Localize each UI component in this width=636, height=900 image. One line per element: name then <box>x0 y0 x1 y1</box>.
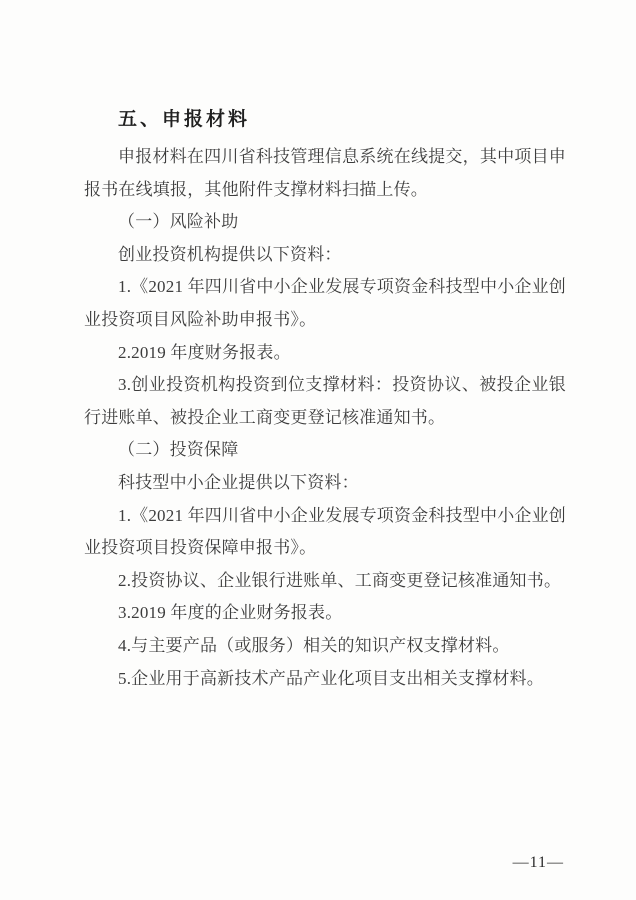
paragraph-vc-intro: 创业投资机构提供以下资料： <box>118 244 342 264</box>
list-item-risk-1: 1.《2021 年四川省中小企业发展专项资金科技型中小企业创业投资项目风险补助申报书》。 <box>84 277 566 329</box>
list-item-guarantee-2: 2.投资协议、企业银行进账单、工商变更登记核准通知书。 <box>118 570 562 590</box>
paragraph-sme-intro: 科技型中小企业提供以下资料： <box>118 472 359 492</box>
list-item-guarantee-3: 3.2019 年度的企业财务报表。 <box>118 603 343 623</box>
page-number: —11— <box>512 854 564 871</box>
paragraph-intro: 申报材料在四川省科技管理信息系统在线提交，其中项目申报书在线填报，其他附件支撑材料扫描上传。 <box>84 147 566 199</box>
list-item-guarantee-5: 5.企业用于高新技术产品产业化项目支出相关支撑材料。 <box>118 668 544 688</box>
list-item-guarantee-4: 4.与主要产品（或服务）相关的知识产权支撑材料。 <box>118 635 510 655</box>
section-heading: 五、申报材料 <box>118 109 251 130</box>
list-item-risk-2: 2.2019 年度财务报表。 <box>118 342 291 362</box>
list-item-risk-3: 3.创业投资机构投资到位支撑材料：投资协议、被投企业银行进账单、被投企业工商变更登记核准通知书。 <box>84 375 566 427</box>
list-item-guarantee-1: 1.《2021 年四川省中小企业发展专项资金科技型中小企业创业投资项目投资保障申报书》。 <box>84 505 566 558</box>
subheading-investment-guarantee: （二）投资保障 <box>118 440 239 460</box>
document-content <box>84 104 566 695</box>
subheading-risk-subsidy: （一）风险补助 <box>118 212 239 232</box>
